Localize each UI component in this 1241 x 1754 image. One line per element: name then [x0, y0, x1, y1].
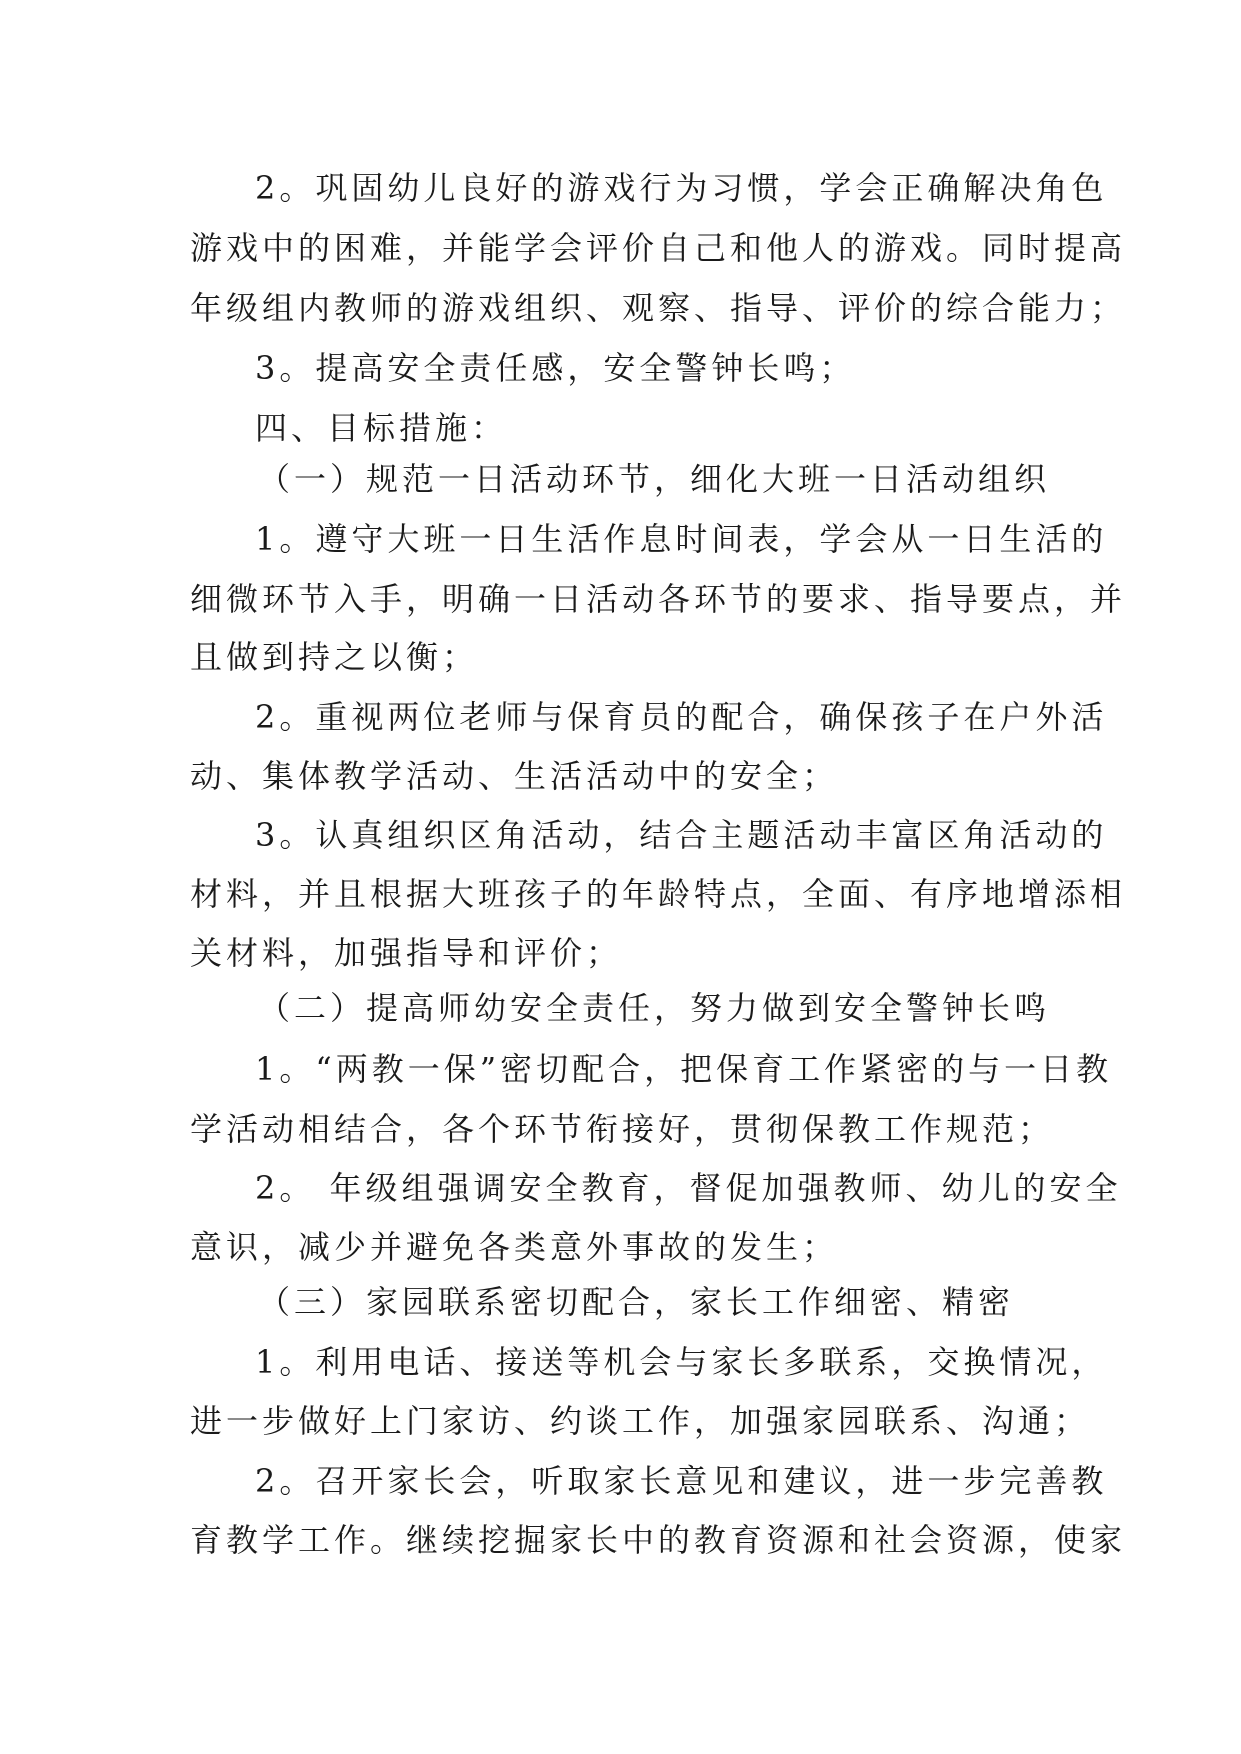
line-17: 学活动相结合，各个环节衔接好，贯彻保教工作规范；	[190, 1110, 1055, 1148]
line-24: 育教学工作。继续挖掘家长中的教育资源和社会资源，使家	[190, 1521, 1127, 1559]
line-11: 动、集体教学活动、生活活动中的安全；	[190, 757, 839, 795]
line-16: 1。“两教一保”密切配合，把保育工作紧密的与一日教	[255, 1050, 1113, 1088]
line-02: 游戏中的困难，并能学会评价自己和他人的游戏。同时提高	[190, 229, 1127, 267]
line-23: 2。召开家长会，听取家长意见和建议，进一步完善教	[255, 1462, 1108, 1500]
line-09: 且做到持之以衡；	[190, 638, 479, 676]
line-13: 材料，并且根据大班孩子的年龄特点，全面、有序地增添相	[190, 875, 1127, 913]
line-03: 年级组内教师的游戏组织、观察、指导、评价的综合能力；	[190, 289, 1127, 327]
line-01: 2。巩固幼儿良好的游戏行为习惯，学会正确解决角色	[255, 169, 1108, 207]
line-21: 1。利用电话、接送等机会与家长多联系，交换情况，	[255, 1343, 1108, 1381]
line-12: 3。认真组织区角活动，结合主题活动丰富区角活动的	[255, 816, 1108, 854]
line-22: 进一步做好上门家访、约谈工作，加强家园联系、沟通；	[190, 1402, 1091, 1440]
line-05: 四、目标措施：	[255, 409, 508, 447]
line-20: （三）家园联系密切配合，家长工作细密、精密	[258, 1283, 1015, 1321]
line-14: 关材料，加强指导和评价；	[190, 934, 623, 972]
line-18: 2。 年级组强调安全教育，督促加强教师、幼儿的安全	[255, 1169, 1122, 1207]
line-07: 1。遵守大班一日生活作息时间表，学会从一日生活的	[255, 520, 1108, 558]
line-19: 意识，减少并避免各类意外事故的发生；	[190, 1228, 839, 1266]
line-04: 3。提高安全责任感，安全警钟长鸣；	[255, 349, 856, 387]
line-08: 细微环节入手，明确一日活动各环节的要求、指导要点，并	[190, 580, 1127, 618]
line-06: （一）规范一日活动环节，细化大班一日活动组织	[258, 460, 1051, 498]
line-15: （二）提高师幼安全责任，努力做到安全警钟长鸣	[258, 989, 1051, 1027]
line-10: 2。重视两位老师与保育员的配合，确保孩子在户外活	[255, 698, 1108, 736]
